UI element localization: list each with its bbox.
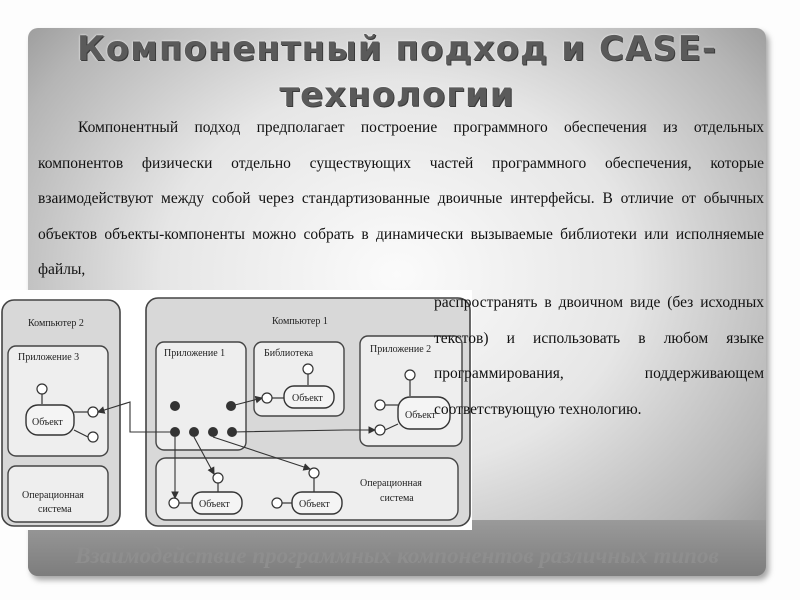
app1-port <box>208 427 218 437</box>
interface-lollipop <box>272 498 282 508</box>
interface-lollipop <box>88 407 98 417</box>
interface-lollipop <box>405 370 415 380</box>
app1-port <box>189 427 199 437</box>
side-paragraph: распространять в двоичном виде (без исходных текстов) и использовать в любом языке программирования, поддерживающем соответствующую технологию. <box>434 294 764 418</box>
object-library-label: Объект <box>292 393 323 404</box>
interface-lollipop <box>375 400 385 410</box>
library-label: Библиотека <box>264 348 314 359</box>
interface-lollipop <box>88 432 98 442</box>
os-left-line2: система <box>38 504 72 515</box>
interface-lollipop <box>303 364 313 374</box>
app1-port <box>170 401 180 411</box>
os-right-line2: система <box>380 493 414 504</box>
interface-lollipop <box>309 468 319 478</box>
main-paragraph: Компонентный подход предполагает построение программного обеспечения из отдельных компонентов физически отдельно существующих частей программного обеспечения, которые взаимодействуют между собой через стандартизованные двоичные интерфейсы. В отличие от обычных объектов объекты-компоненты можно собрать в динамически вызываемые библиотеки или исполняемые файлы, <box>38 119 764 278</box>
computer-2-label: Компьютер 2 <box>28 318 84 329</box>
computer-1-label: Компьютер 1 <box>272 316 328 327</box>
component-diagram <box>0 290 472 530</box>
app-2-label: Приложение 2 <box>370 344 432 355</box>
os-right-line1: Операционная <box>360 478 422 489</box>
interface-lollipop <box>213 473 223 483</box>
object-app2-label: Объект <box>405 410 436 421</box>
object-app3-label: Объект <box>32 417 63 428</box>
slide-caption: Взаимодействие программных компонентов различных типов <box>75 543 719 568</box>
interface-lollipop <box>169 498 179 508</box>
interface-lollipop <box>375 425 385 435</box>
os-left-line1: Операционная <box>22 490 84 501</box>
slide-title: Компонентный подход и CASE-технологии <box>76 29 718 115</box>
component-diagram-svg <box>0 290 472 530</box>
object-os-2-label: Объект <box>299 499 330 510</box>
app-3-label: Приложение 3 <box>18 352 80 363</box>
interface-lollipop <box>262 393 272 403</box>
object-os-1-label: Объект <box>199 499 230 510</box>
app-1-label: Приложение 1 <box>164 348 226 359</box>
interface-lollipop <box>37 384 47 394</box>
